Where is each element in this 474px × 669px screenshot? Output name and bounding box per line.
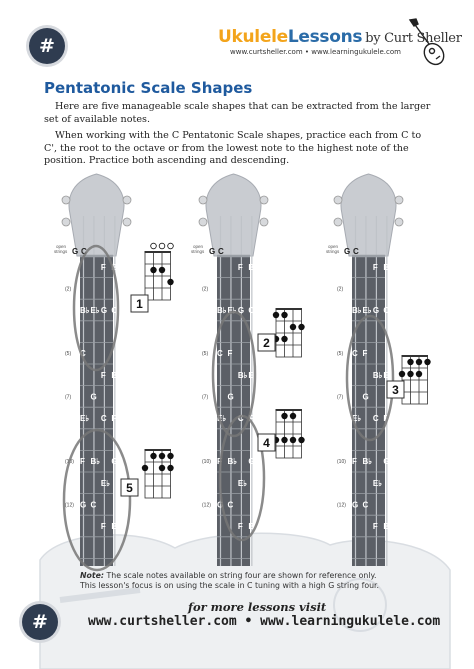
tuning-peg: [199, 196, 207, 204]
note-text: The scale notes available on string four are shown for reference only. This lesson's focus is on using the scale in C tuning with a high G string four.: [80, 571, 379, 591]
fret-label: (12): [337, 502, 346, 509]
note-label: G: [111, 457, 118, 467]
note-label: C: [383, 306, 390, 315]
fret-label: (10): [202, 459, 211, 466]
shape-number: 3: [392, 383, 399, 397]
fretboard: [352, 256, 385, 566]
tuning-peg: [62, 218, 70, 226]
note-label: E♭: [100, 478, 111, 488]
fret-label: (5): [337, 351, 344, 358]
brand-byline: by Curt Sheller: [365, 31, 462, 46]
note-label: F: [227, 349, 233, 359]
note-label: E♭: [227, 306, 237, 315]
note-label: B♭: [237, 370, 248, 380]
chart-dot: [281, 336, 287, 342]
chart-dot: [290, 437, 296, 443]
note-label: G: [237, 306, 245, 315]
note-label: B♭: [111, 370, 121, 380]
note-label: F: [217, 457, 222, 467]
shape-chart-4: [258, 410, 305, 458]
note-label: E♭: [352, 414, 362, 423]
open-label: open: [193, 244, 204, 249]
fret-label: (12): [65, 502, 74, 509]
chart-dot: [399, 371, 405, 377]
note-label: F: [100, 370, 106, 380]
intro-paragraph: Here are five manageable scale shapes that can be extracted from the larger set of available notes.: [44, 101, 431, 125]
neck-2: [191, 174, 268, 566]
note-label: E♭: [237, 478, 248, 488]
note-label: G: [362, 392, 369, 402]
note-label: E♭: [362, 306, 372, 315]
note-label: B♭: [248, 522, 258, 531]
fret-label: (2): [337, 286, 344, 293]
note-label: C: [237, 414, 244, 423]
footer-urls: www.curtsheller.com • www.learningukulele.com: [88, 614, 441, 629]
note-label: E♭: [248, 370, 258, 380]
note-label: G: [248, 457, 255, 467]
brand-part1: Ukulele: [218, 27, 288, 47]
note-label: C: [80, 349, 86, 359]
tuning-peg: [199, 218, 207, 226]
fret-label: (12): [202, 502, 211, 509]
chart-dot: [281, 312, 287, 318]
chart-dot: [281, 413, 287, 419]
chart-dot: [150, 453, 156, 459]
note-label: B♭: [111, 522, 121, 531]
fretboard: [80, 256, 113, 566]
note-label: F: [352, 457, 357, 467]
chart-dot: [290, 413, 296, 419]
chart-open-dot: [151, 243, 157, 249]
headstock: [341, 174, 396, 256]
chart-dot: [416, 371, 422, 377]
note-label: G: [372, 306, 380, 315]
note-label: C: [372, 414, 379, 423]
note-label: B♭: [90, 457, 101, 467]
chart-dot: [159, 465, 165, 471]
shape-number: 5: [126, 481, 133, 495]
practice-paragraph: When working with the C Pentatonic Scale shapes, practice each from C to C', the root to the octave or from the lowest note to the highest note of the position. Practice both ascending and descending.: [44, 130, 422, 166]
headstock: [69, 174, 124, 256]
note-label: G: [352, 500, 359, 510]
fret-label: (5): [202, 351, 209, 358]
fret-label: (2): [202, 286, 209, 293]
note-label: F: [237, 262, 243, 272]
note-label: F: [100, 262, 106, 272]
note-label: F: [372, 522, 378, 531]
chart-open-dot: [168, 243, 174, 249]
note-label: G: [209, 247, 216, 256]
note-label: E♭: [80, 414, 90, 423]
fret-label: (10): [337, 459, 346, 466]
shape-number: 4: [263, 436, 270, 450]
note-box: [80, 571, 380, 591]
note-label: G: [383, 457, 390, 467]
note-label: G: [217, 500, 224, 510]
note-label: B♭: [362, 457, 373, 467]
note-label: G: [72, 247, 79, 256]
note-label: C: [100, 414, 107, 423]
chart-dot: [416, 359, 422, 365]
shape-number: 2: [263, 336, 270, 350]
tuning-peg: [334, 196, 342, 204]
note-label: F: [248, 414, 254, 423]
note-label: B♭: [372, 370, 383, 380]
note-label: F: [111, 414, 117, 423]
tuning-peg: [62, 196, 70, 204]
brand-part2: Lessons: [287, 27, 363, 47]
note-label: C: [90, 500, 97, 510]
chart-dot: [273, 312, 279, 318]
footer-badge: #: [22, 604, 58, 640]
fret-label: (7): [65, 394, 72, 401]
note-label: B♭: [248, 262, 258, 272]
chart-dot: [150, 267, 156, 273]
necks-layer: [54, 174, 403, 566]
shape-chart-2: [258, 309, 305, 357]
chart-dot: [167, 453, 173, 459]
note-label: G: [90, 392, 97, 402]
note-label: C: [352, 349, 358, 359]
tuning-peg: [395, 196, 403, 204]
chart-dot: [298, 324, 304, 330]
chart-dot: [159, 267, 165, 273]
chart-dot: [407, 359, 413, 365]
note-label: C: [353, 247, 359, 256]
shape-chart-1: [131, 243, 174, 312]
tuning-peg: [123, 218, 131, 226]
note-label: G: [100, 306, 108, 315]
chart-dot: [424, 359, 430, 365]
chart-dot: [281, 437, 287, 443]
fret-label: (7): [202, 394, 209, 401]
chart-dot: [290, 324, 296, 330]
tuning-peg: [395, 218, 403, 226]
headstock: [206, 174, 261, 256]
fret-label: (7): [337, 394, 344, 401]
note-label: E♭: [90, 306, 100, 315]
chart-dot: [142, 465, 148, 471]
chart-dot: [167, 279, 173, 285]
note-label: F: [383, 414, 389, 423]
note-label: B♭: [352, 306, 362, 315]
note-label: F: [362, 349, 368, 359]
note-label: F: [100, 522, 106, 531]
open-label: open: [56, 244, 67, 249]
note-label: C: [81, 247, 87, 256]
note-label: B♭: [111, 262, 121, 272]
note-label: Note:: [80, 571, 105, 580]
note-label: C: [227, 500, 234, 510]
tuning-peg: [334, 218, 342, 226]
chart-open-dot: [159, 243, 165, 249]
note-label: F: [372, 262, 378, 272]
chart-dot: [407, 371, 413, 377]
note-label: B♭: [80, 306, 90, 315]
note-label: G: [80, 500, 87, 510]
note-label: C: [111, 306, 118, 315]
page-title: Pentatonic Scale Shapes: [44, 79, 253, 97]
tuning-peg: [123, 196, 131, 204]
chart-dot: [167, 465, 173, 471]
note-label: C: [248, 306, 255, 315]
open-label: open: [328, 244, 339, 249]
fret-label: (2): [65, 286, 72, 293]
fret-label: (5): [65, 351, 72, 358]
note-label: C: [362, 500, 369, 510]
section-badge: #: [29, 28, 65, 64]
strings-label: strings: [191, 249, 205, 254]
fret-label: (10): [65, 459, 74, 466]
note-label: B♭: [383, 262, 393, 272]
chart-dot: [298, 437, 304, 443]
note-label: G: [227, 392, 234, 402]
tuning-peg: [260, 196, 268, 204]
note-label: B♭: [217, 306, 227, 315]
strings-label: strings: [54, 249, 68, 254]
note-label: B♭: [227, 457, 238, 467]
note-label: G: [344, 247, 351, 256]
strings-label: strings: [326, 249, 340, 254]
neck-3: [326, 174, 403, 566]
note-label: F: [237, 522, 243, 531]
shape-number: 1: [136, 297, 143, 311]
note-label: F: [80, 457, 85, 467]
note-label: E♭: [372, 478, 383, 488]
brand-urls: www.curtsheller.com • www.learningukulele.com: [230, 48, 401, 56]
note-label: E♭: [383, 370, 393, 380]
more-lessons-text: for more lessons visit: [188, 600, 327, 614]
chart-dot: [159, 453, 165, 459]
note-label: E♭: [217, 414, 227, 423]
tuning-peg: [260, 218, 268, 226]
fretboard: [217, 256, 250, 566]
note-label: C: [217, 349, 223, 359]
note-label: C: [218, 247, 224, 256]
note-label: B♭: [383, 522, 393, 531]
